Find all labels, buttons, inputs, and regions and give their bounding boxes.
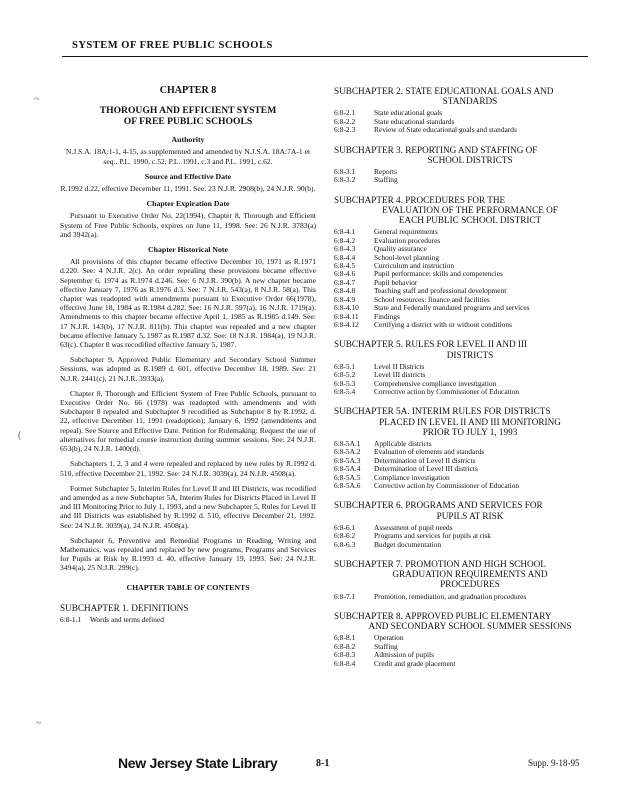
section-title: State educational standards	[374, 116, 455, 126]
subchapter-heading	[334, 500, 596, 520]
section-number: 6:8-5.1	[334, 361, 356, 371]
section-number: 6:8-4.8	[334, 286, 356, 296]
section-title: Staffing	[374, 175, 398, 185]
section-number: 6:8-5A.6	[334, 481, 361, 490]
section-title: Level III districts	[374, 370, 426, 380]
expiration-heading: Chapter Expiration Date	[146, 199, 230, 209]
section-title: Determination of Level III districts	[374, 464, 478, 474]
history-heading: Chapter Historical Note	[148, 245, 228, 255]
section-title: Determination of Level II districts	[374, 455, 476, 465]
section-title: Comprehensive compliance investigation	[374, 378, 497, 388]
expiration-text: Pursuant to Executive Order No. 22(1994), Chapter 8, Thorough and Efficient System of Free Public Schools, expires on June 11, 1998. See: 26 N.J.R. 3783(a) and 3942(a).	[60, 211, 316, 239]
section-title: Staffing	[374, 641, 398, 651]
chapter-title-line: THOROUGH AND EFFICIENT SYSTEM	[99, 105, 277, 117]
section-number: 6:8-4.5	[334, 261, 356, 271]
section-title: Teaching staff and professional development	[374, 286, 507, 296]
section-title: Findings	[374, 311, 400, 321]
left-column	[60, 86, 316, 624]
subchapter-heading	[334, 406, 596, 437]
section-number: 6:8-4.6	[334, 269, 356, 279]
subchapter-heading	[334, 195, 596, 226]
section-number: 6:8-4.1	[334, 227, 356, 237]
subchapter-heading-line: GRADUATION REQUIREMENTS AND	[392, 569, 548, 580]
toc-entry	[60, 615, 316, 624]
section-title: Corrective action by Commissioner of Education	[374, 386, 520, 396]
section-number: 6:8-5A.3	[334, 455, 361, 465]
subchapter-heading-line: SUBCHAPTER 8. APPROVED PUBLIC ELEMENTARY	[334, 611, 552, 622]
section-number: 6:8-7.1	[334, 591, 356, 601]
section-title: General requirements	[374, 227, 438, 237]
subchapter-heading-line: SUBCHAPTER 6. PROGRAMS AND SERVICES FOR	[334, 500, 543, 511]
margin-mark: (	[18, 430, 22, 441]
subchapter-heading	[334, 145, 596, 165]
section-number: 6:8-3.1	[334, 167, 356, 177]
section-number: 6:8-5.2	[334, 370, 356, 380]
section-number: 6:8-5A.4	[334, 464, 361, 474]
section-number: 6:8-8.2	[334, 641, 356, 651]
subchapter-heading: SUBCHAPTER 1. DEFINITIONS	[60, 602, 189, 613]
section-number: 6:8-5A.1	[334, 438, 361, 448]
section-title: Evaluation of elements and standards	[374, 447, 485, 457]
section-number: 6:8-4.4	[334, 252, 356, 262]
subchapter-heading	[334, 559, 596, 590]
chapter-title-line: OF FREE PUBLIC SCHOOLS	[123, 116, 253, 128]
section-title: State educational goals	[374, 108, 443, 118]
section-title: Reports	[374, 167, 397, 177]
subchapter-heading-line: PROCEDURES	[440, 579, 500, 590]
history-paragraph: All provisions of this chapter became effective December 10, 1971 as R.1971 d.220. See: 4 N.J.R. 2(c). An order repealing these provisions became effective September 6, 1974 as R.1974 d.246. See: 6 N.J.R. 390(b). A new chapter became effective January 7, 1976 as R.1976 d.3. See: 7 N.J.R. 543(a), 8 N.J.R. 58(a). This chapter was readopted with amendments pursuant to Executive Order 66(1978), effective June 18, 1984 as R.1984 d.282. See: 16 N.J.R. 597(a), 16 N.J.R. 1719(a). Amendments to this chapter became effective April 1, 1985 as R.1985 d.149. See: 17 N.J.R. 143(b), 17 N.J.R. 811(b). This chapter was repealed and a new chapter became effective January 5, 1987 as R.1987 d.32. See: 18 N.J.R. 1984(a), 19 N.J.R. 63(c). Chapter 8 was recodified effective January 5, 1987.	[60, 257, 316, 350]
subchapter-heading-line: SUBCHAPTER 7. PROMOTION AND HIGH SCHOOL	[334, 559, 546, 570]
section-title: Programs and services for pupils at risk	[374, 531, 491, 541]
subchapter-block	[334, 86, 596, 135]
toc-entry	[334, 660, 596, 668]
subchapter-block	[334, 406, 596, 490]
section-number: 6:8-8.3	[334, 650, 356, 660]
section-title: Promotion, remediation, and graduation procedures	[374, 591, 527, 601]
authority-text: N.J.S.A. 18A:1-1, 4-15, as supplemented and amended by N.J.S.A. 18A:7A-1 et seq., P.L. 1990, c.52, P.L. 1991, c.3 and P.L. 1991, c.62.	[65, 147, 311, 166]
section-title: School resources: finance and facilities	[374, 294, 490, 304]
section-title: Applicable districts	[374, 438, 432, 448]
source-text: R.1992 d.22, effective December 11, 1991. See: 23 N.J.R. 2908(b), 24 N.J.R. 90(b).	[60, 184, 316, 194]
section-title: Certifying a district with or without conditions	[374, 319, 512, 329]
section-title: Credit and grade placement	[374, 658, 456, 668]
section-number: 6:8-2.2	[334, 116, 356, 126]
section-number: 6:8-4.3	[334, 244, 356, 254]
page-number: 8-1	[316, 758, 330, 769]
subchapter-block	[334, 500, 596, 549]
section-number: 6:8-6.2	[334, 531, 356, 541]
running-header: SYSTEM OF FREE PUBLIC SCHOOLS	[72, 40, 273, 51]
section-title: Level II Districts	[374, 361, 425, 371]
section-number: 6:8-5A.5	[334, 472, 361, 482]
toc-entry	[334, 388, 596, 396]
section-title: Quality assurance	[374, 244, 427, 254]
section-title: Admission of pupils	[374, 650, 434, 660]
subchapter-heading	[334, 339, 596, 359]
subchapter-heading-line: SUBCHAPTER 5. RULES FOR LEVEL II AND III	[334, 339, 528, 350]
section-number: 6:8-4.12	[334, 319, 359, 329]
subchapter-heading-line: SUBCHAPTER 2. STATE EDUCATIONAL GOALS AND	[334, 86, 554, 96]
section-number: 6:8-6.3	[334, 539, 356, 549]
history-paragraph: Subchapters 1, 2, 3 and 4 were repealed and replaced by new rules by R.1992 d. 510, effective December 21, 1992. See: 24 N.J.R. 3039(a), 24 N.J.R. 4508(a).	[60, 459, 316, 478]
authority-heading: Authority	[171, 135, 205, 145]
section-title: Pupil performance: skills and competencies	[374, 269, 503, 279]
section-title: Corrective action by Commissioner of Education	[374, 481, 520, 490]
toc-entry	[334, 541, 596, 549]
section-title: Curriculum and instruction	[374, 261, 455, 271]
subchapter-heading-line: STANDARDS	[442, 96, 498, 107]
subchapter-heading-line: EACH PUBLIC SCHOOL DISTRICT	[398, 215, 542, 226]
subchapter-heading-line: PLACED IN LEVEL II AND III MONITORING	[379, 416, 561, 427]
toc-entry	[334, 126, 596, 134]
subchapter-heading	[334, 86, 596, 106]
toc-entry	[334, 321, 596, 329]
section-title: Operation	[374, 633, 404, 643]
section-number: 6:8-5A.2	[334, 447, 361, 457]
source-heading: Source and Effective Date	[144, 171, 232, 181]
section-number: 6:8-8.1	[334, 633, 356, 643]
subchapter-heading-line: SUBCHAPTER 4. PROCEDURES FOR THE	[334, 194, 506, 205]
section-title: Words and terms defined	[90, 614, 164, 624]
chapter-number: CHAPTER 8	[159, 85, 217, 96]
subchapter-heading-line: PUPILS AT RISK	[436, 510, 504, 521]
section-title: Pupil behavior	[374, 277, 418, 287]
section-number: 6:8-5.4	[334, 386, 356, 396]
subchapter-heading-line: SUBCHAPTER 5A. INTERIM RULES FOR DISTRICTS	[334, 406, 551, 417]
section-title: Review of State educational goals and standards	[374, 125, 517, 135]
section-number: 6:8-1.1	[60, 614, 82, 624]
section-number: 6:8-4.7	[334, 277, 356, 287]
subchapter-heading	[334, 611, 596, 631]
section-number: 6:8-2.3	[334, 125, 356, 135]
section-title: Evaluation procedures	[374, 235, 441, 245]
section-title: Assessment of pupil needs	[374, 522, 453, 532]
section-number: 6:8-4.11	[334, 311, 359, 321]
history-paragraph: Subchapter 6, Preventive and Remedial Programs in Reading, Writing and Mathematics, was repealed and replaced by new programs, Programs and Services for Pupils at Risk by R.1993 d. 40, effective January 19, 1993. See: 24 N.J.R. 3494(a), 25 N.J.R. 299(c).	[60, 535, 316, 573]
toc-entry	[334, 482, 596, 490]
toc-entry	[334, 176, 596, 184]
section-title: Budget documentation	[374, 539, 442, 549]
section-title: School-level planning	[374, 252, 440, 262]
subchapter-block	[334, 559, 596, 601]
section-number: 6:8-5.3	[334, 378, 356, 388]
section-title: State and Federally mandated programs and services	[374, 303, 530, 313]
section-number: 6:8-4.2	[334, 235, 356, 245]
subchapter-heading-line: SCHOOL DISTRICTS	[427, 154, 513, 165]
subchapter-block	[334, 195, 596, 329]
section-number: 6:8-8.4	[334, 658, 356, 668]
chapter-title	[60, 105, 316, 127]
subchapter-block	[334, 145, 596, 185]
toc-heading: CHAPTER TABLE OF CONTENTS	[126, 582, 250, 592]
subchapter-heading-line: AND SECONDARY SCHOOL SUMMER SESSIONS	[368, 621, 572, 632]
toc-entry	[334, 593, 596, 601]
subchapter-heading-line: SUBCHAPTER 3. REPORTING AND STAFFING OF	[334, 144, 538, 155]
right-column	[334, 86, 596, 678]
margin-mark: ~	[34, 94, 40, 105]
subchapter-block	[334, 611, 596, 668]
subchapter-heading-line: DISTRICTS	[446, 349, 494, 360]
header-rule	[62, 56, 588, 57]
section-number: 6:8-3.2	[334, 175, 356, 185]
history-paragraph: Subchapter 9, Approved Public Elementary and Secondary School Summer Sessions, was adopted as R.1989 d. 601, effective December 18, 1989. See: 21 N.J.R. 2441(c), 21 N.J.R. 3933(a).	[60, 355, 316, 383]
subchapter-block	[334, 339, 596, 396]
section-number: 6:8-2.1	[334, 108, 356, 118]
section-number: 6:8-4.9	[334, 294, 356, 304]
history-paragraph: Chapter 8, Thorough and Efficient System of Free Public Schools, pursuant to Executive Order No. 66 (1978) was readopted with amendments and with Subchapter 8 repealed and Subchapter 9 recodified as Subchapter 8 by R.1992, d. 22, effective December 11, 1991 (readoption); January 6, 1992 (amendments and repeal). See Source and Effective Date. Petition for Rulemaking: Request the use of alternatives for remedial course instruction during summer sessions. See: 24 N.J.R. 653(b), 24 N.J.R. 1400(d).	[60, 388, 316, 454]
section-title: Compliance investigation	[374, 472, 450, 482]
history-paragraph: Former Subchapter 5, Interim Rules for Level II and III Districts, was recodified and amended as a new Subchapter 5A, Interim Rules for Districts Placed in Level II and III Monitoring Prior to July 1, 1993, and a new Subchapter 5, Rules for Level II and III Districts was established by R.1992 d. 510, effective December 21, 1992. See: 24 N.J.R. 3039(a), 24 N.J.R. 4508(a).	[60, 483, 316, 530]
margin-mark: ~	[36, 718, 42, 729]
subchapter-heading-line: EVALUATION OF THE PERFORMANCE OF	[382, 205, 558, 216]
section-number: 6:8-4.10	[334, 303, 359, 313]
subchapter-heading-line: PRIOR TO JULY 1, 1993	[422, 426, 518, 437]
section-number: 6:8-6.1	[334, 522, 356, 532]
supplement-date: Supp. 9-18-95	[528, 758, 580, 768]
library-stamp: New Jersey State Library	[118, 755, 278, 771]
